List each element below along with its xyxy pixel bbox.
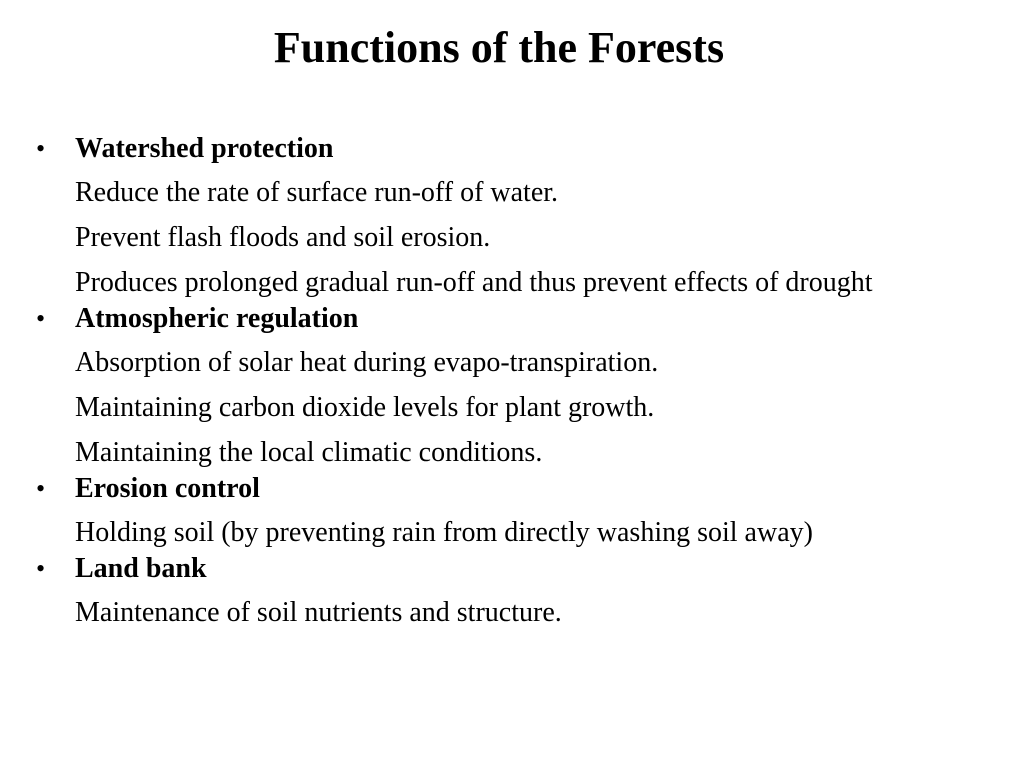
sub-point-list [30, 176, 990, 300]
section-heading-row [30, 553, 990, 585]
section-heading-row [30, 303, 990, 335]
bullet-icon: • [36, 474, 46, 503]
section-heading: Erosion control [75, 473, 260, 504]
sub-point: Maintaining the local climatic conditions. [75, 437, 543, 468]
sub-point: Holding soil (by preventing rain from directly washing soil away) [75, 517, 813, 548]
sub-point: Maintenance of soil nutrients and structure. [75, 597, 562, 628]
sub-point: Prevent flash floods and soil erosion. [75, 222, 491, 253]
bullet-icon: • [36, 554, 46, 583]
section-heading: Land bank [75, 553, 207, 584]
sub-point: Maintaining carbon dioxide levels for plant growth. [75, 392, 655, 423]
sub-point: Absorption of solar heat during evapo-transpiration. [75, 347, 659, 378]
sub-point: Reduce the rate of surface run-off of water. [75, 177, 559, 208]
bullet-icon: • [36, 304, 46, 333]
section-heading: Watershed protection [75, 133, 334, 164]
section-heading-row [30, 473, 990, 505]
section-heading: Atmospheric regulation [75, 303, 359, 334]
bullet-icon: • [36, 134, 46, 163]
bullet-list [30, 133, 990, 630]
section-land-bank [30, 553, 990, 630]
sub-point-list [30, 596, 990, 630]
sub-point-list [30, 516, 990, 550]
section-erosion-control [30, 473, 990, 550]
sub-point: Produces prolonged gradual run-off and thus prevent effects of drought [75, 267, 873, 298]
slide-title: Functions of the Forests [273, 23, 725, 72]
section-watershed-protection [30, 133, 990, 300]
section-heading-row [30, 133, 990, 165]
section-atmospheric-regulation [30, 303, 990, 470]
sub-point-list [30, 346, 990, 470]
